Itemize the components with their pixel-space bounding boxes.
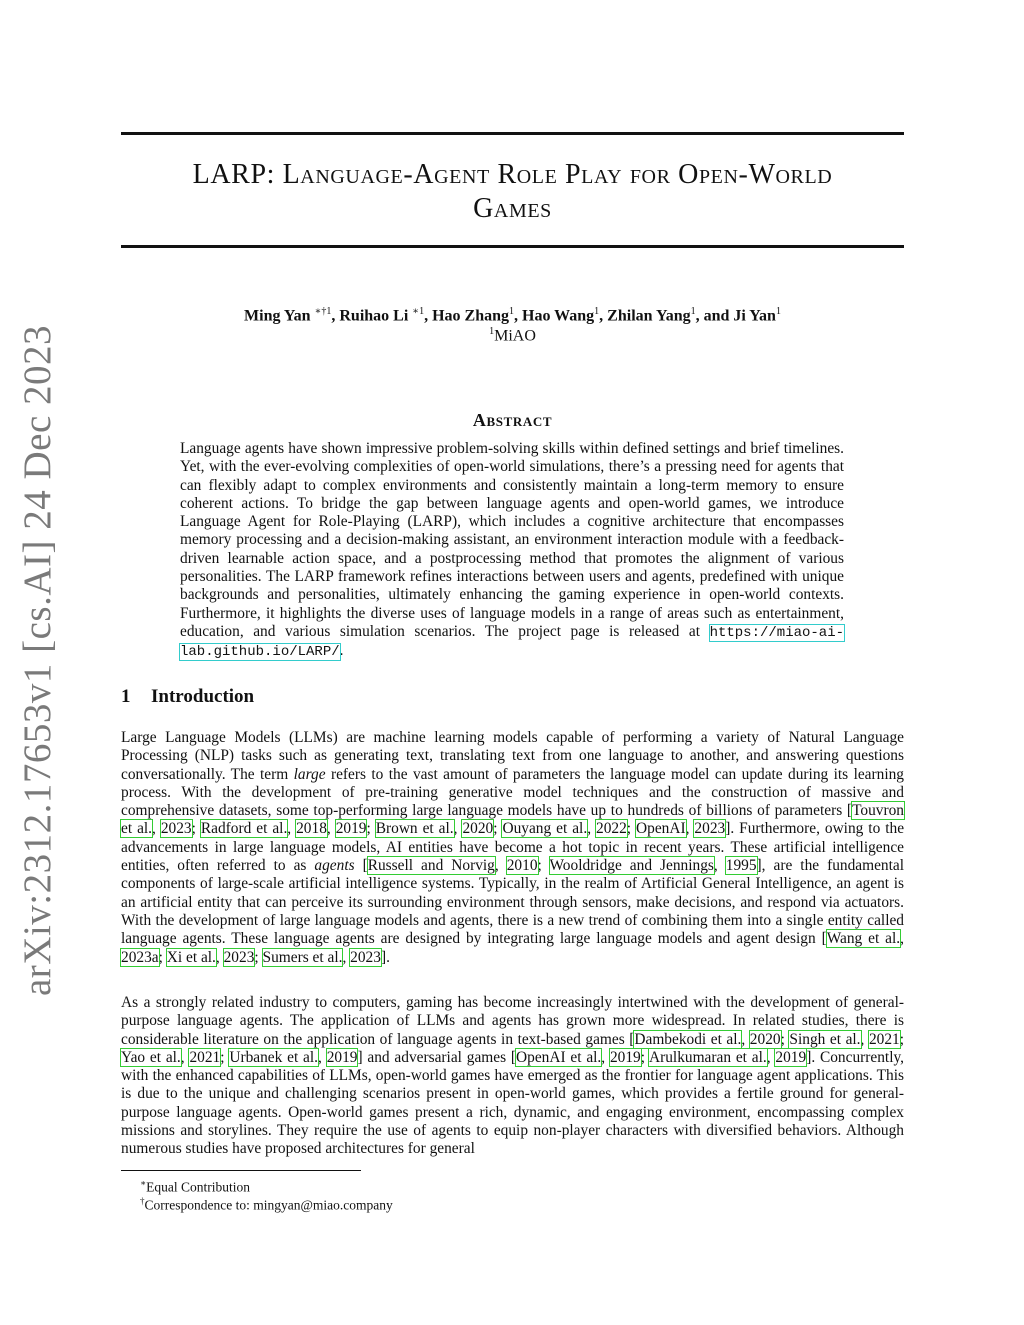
text-run: ; [493, 820, 503, 838]
text-run: , [342, 948, 351, 966]
citation-link[interactable]: OpenAI et al. [516, 1048, 602, 1066]
text-run: , [152, 820, 161, 838]
citation-link[interactable]: Wang et al. [826, 930, 901, 948]
text-run: , [318, 1048, 327, 1066]
text-run: , [215, 948, 224, 966]
citation-link[interactable]: 2023a [121, 948, 159, 966]
citation-link[interactable]: Russell and Norvig [367, 857, 495, 875]
text-run: , [287, 820, 297, 838]
author-mark: 1 [594, 306, 600, 317]
citation-link[interactable]: 2023 [350, 948, 381, 966]
footnote-mark: † [140, 1196, 145, 1206]
author-mark: 1 [509, 306, 514, 317]
citation-link[interactable]: 2021 [868, 1030, 900, 1048]
author-mark: ∗†1 [314, 306, 332, 317]
author-name: , Hao Zhang [424, 307, 509, 325]
text-run: , [766, 1048, 776, 1066]
footnote-correspondence [140, 1193, 393, 1214]
text-run: ; [537, 857, 550, 875]
citation-link[interactable]: Ouyang et al. [502, 820, 588, 838]
title-rule-top [121, 132, 904, 135]
text-run: ; [366, 820, 376, 838]
affiliation-name: MiAO [494, 327, 536, 345]
author-name: , Zhilan Yang [599, 307, 691, 325]
abstract-heading: Abstract [472, 410, 553, 430]
text-run: ; [640, 1048, 649, 1066]
text-run: , [713, 857, 726, 875]
citation-link[interactable]: Radford et al. [200, 820, 288, 838]
citation-link[interactable]: 2019 [326, 1048, 358, 1066]
citation-link[interactable]: 2022 [596, 820, 627, 838]
intro-paragraph-1 [121, 729, 904, 967]
citation-link[interactable]: 2019 [335, 820, 367, 838]
text-run: , [601, 1048, 610, 1066]
footnote-text: Equal Contribution [146, 1179, 250, 1195]
citation-link[interactable]: OpenAI [636, 820, 686, 838]
citation-link[interactable]: 2023 [160, 820, 192, 838]
author-name: , and Ji Yan [695, 307, 776, 325]
text-run: [ [354, 857, 368, 875]
text-run: ; [626, 820, 637, 838]
text-run: ; [899, 1030, 904, 1048]
intro-paragraph-2 [121, 994, 904, 1159]
text-run: As a strongly related industry to computers, gaming has become increasingly intertwined with the development of general-purpose language agents. The application of LLMs and agents has grown more widespread. In related studies, there is considerable literature on the application of language agents in text-based games [ [121, 994, 904, 1048]
citation-link[interactable]: Wooldridge and Jennings [549, 857, 714, 875]
citation-link[interactable]: Xi et al. [166, 948, 216, 966]
title-line-2: Games [473, 193, 552, 224]
text-run: , [741, 1030, 750, 1048]
text-run: ; [780, 1030, 790, 1048]
text-run: , [900, 930, 904, 948]
text-run: ]. [380, 948, 390, 966]
section-number: 1 [121, 686, 131, 707]
citation-link[interactable]: Yao et al. [121, 1048, 181, 1066]
citation-link[interactable]: Touvron et al. [121, 802, 904, 838]
author-mark: 1 [690, 306, 696, 317]
text-run: ; [254, 948, 263, 966]
author-name: Ming Yan [244, 307, 311, 325]
citation-link[interactable]: Sumers et al. [262, 948, 343, 966]
citation-link[interactable]: Dambekodi et al. [634, 1030, 742, 1048]
text-run: ]. Concurrently, with the enhanced capabilities of LLMs, open-world games have emerged as the frontier for language agent applications. This is due to the unique and challenging scenarios present in open-world games, which provides a fertile ground for general-purpose language agents. Open-world games present a rich, dynamic, and engaging environment, encompassing complex missions and storylines. They require the use of agents to equip non-player characters with diversified behaviors. Although numerous studies have proposed architectures for general [121, 1048, 905, 1158]
title-rule-bottom [121, 245, 904, 248]
text-run: , [180, 1048, 190, 1066]
citation-link[interactable]: 2019 [775, 1048, 807, 1066]
citation-link[interactable]: 2018 [296, 820, 327, 838]
text-run: ; [191, 820, 201, 838]
text-run: , [494, 857, 507, 875]
citation-link[interactable]: 1995 [725, 857, 757, 875]
text-run: , [587, 820, 596, 838]
abstract-body: Language agents have shown impressive problem-solving skills within defined settings and brief timelines. Yet, with the ever-evolving complexities of open-world simulations, there’s a pressing need for agents that can flexibly adapt to complex environments and consistently maintain a long-term memory to ensure coherent actions. To bridge the gap between language agents and open-world games, we introduce Language Agent for Role-Playing (LARP), which includes a cognitive architecture that encompasses memory processing and a decision-making assistant, an environment interaction module with a feedback-driven learnable action space, and a postprocessing method that promotes the alignment of various personalities. The LARP framework refines interactions between users and agents, predefined with unique backgrounds and personalities, ultimately enhancing the gaming experience in open-world contexts. Furthermore, it highlights the diverse uses of language models in a range of areas such as entertainment, education, and various simulation scenarios. The project page is released at [180, 440, 844, 640]
text-run: ; [220, 1048, 230, 1066]
emphasis: agents [314, 857, 355, 875]
citation-link[interactable]: Brown et al. [375, 820, 454, 838]
text-run: ] and adversarial games [ [357, 1048, 517, 1066]
emphasis: large [293, 765, 326, 783]
footnote-rule [121, 1170, 361, 1171]
citation-link[interactable]: 2023 [223, 948, 255, 966]
section-heading-introduction [121, 686, 904, 708]
footnote-text: Correspondence to: mingyan@miao.company [144, 1197, 393, 1213]
text-run: ], are the fundamental components of large-scale artificial intelligence systems. Typically, in the realm of Artificial General Intelligence, an agent is an artificial entity that can perceive its surrounding environment through sensors, make decisions, and respond via actuators. With the development of large language models and agents, there is a new trend of combining them into a single entity called language agents. These language agents are designed by integrating large language models and agent design [ [121, 857, 905, 948]
text-run: Large Language Models (LLMs) are machine learning models capable of performing a variety of Natural Language Processing (NLP) tasks such as generating text, translating text from one language to another, and answering questions conversationally. The term [121, 729, 904, 783]
text-run: ; [158, 948, 167, 966]
author-name: , Hao Wang [514, 307, 595, 325]
citation-link[interactable]: Arulkumaran et al. [648, 1048, 767, 1066]
affiliation [121, 322, 904, 345]
citation-link[interactable]: 2010 [506, 857, 538, 875]
abstract-text [180, 440, 844, 662]
text-run: , [685, 820, 695, 838]
citation-link[interactable]: 2020 [462, 820, 494, 838]
title-line-1: LARP: Language-Agent Role Play for Open-World [192, 159, 833, 190]
citation-link[interactable]: 2023 [694, 820, 726, 838]
affiliation-mark: 1 [489, 326, 495, 337]
author-mark: 1 [775, 306, 781, 317]
footnote-mark: ∗ [140, 1178, 147, 1188]
paper-title [121, 158, 904, 226]
citation-link[interactable]: Singh et al. [789, 1030, 861, 1048]
text-run: , [860, 1030, 869, 1048]
author-mark: ∗1 [412, 306, 425, 317]
arxiv-identifier: arXiv:2312.17653v1 [cs.AI] 24 Dec 2023 [16, 324, 60, 996]
citation-link[interactable]: 2020 [749, 1030, 781, 1048]
citation-link[interactable]: Urbanek et al. [229, 1048, 319, 1066]
citation-link[interactable]: 2019 [609, 1048, 641, 1066]
abstract-end: . [339, 642, 344, 660]
section-title: Introduction [151, 686, 255, 707]
text-run: ]. Furthermore, owing to the advancements in large language models, AI entities have become a hot topic in recent years. These artificial intelligence entities, often referred to as [121, 820, 905, 875]
text-run: , [453, 820, 463, 838]
project-url-link[interactable]: https://miao-ai-lab.github.io/LARP/ [180, 624, 844, 661]
citation-link[interactable]: 2021 [189, 1048, 221, 1066]
text-run: , [326, 820, 336, 838]
arxiv-sidebar [8, 324, 68, 996]
author-name: , Ruihao Li [331, 307, 409, 325]
text-run: refers to the vast amount of parameters the language model can update during its learning process. With the development of pre-training generative model techniques and the construction of massive and comprehensive datasets, some top-performing large language models have up to hundreds of billions of parameters [ [121, 765, 904, 820]
